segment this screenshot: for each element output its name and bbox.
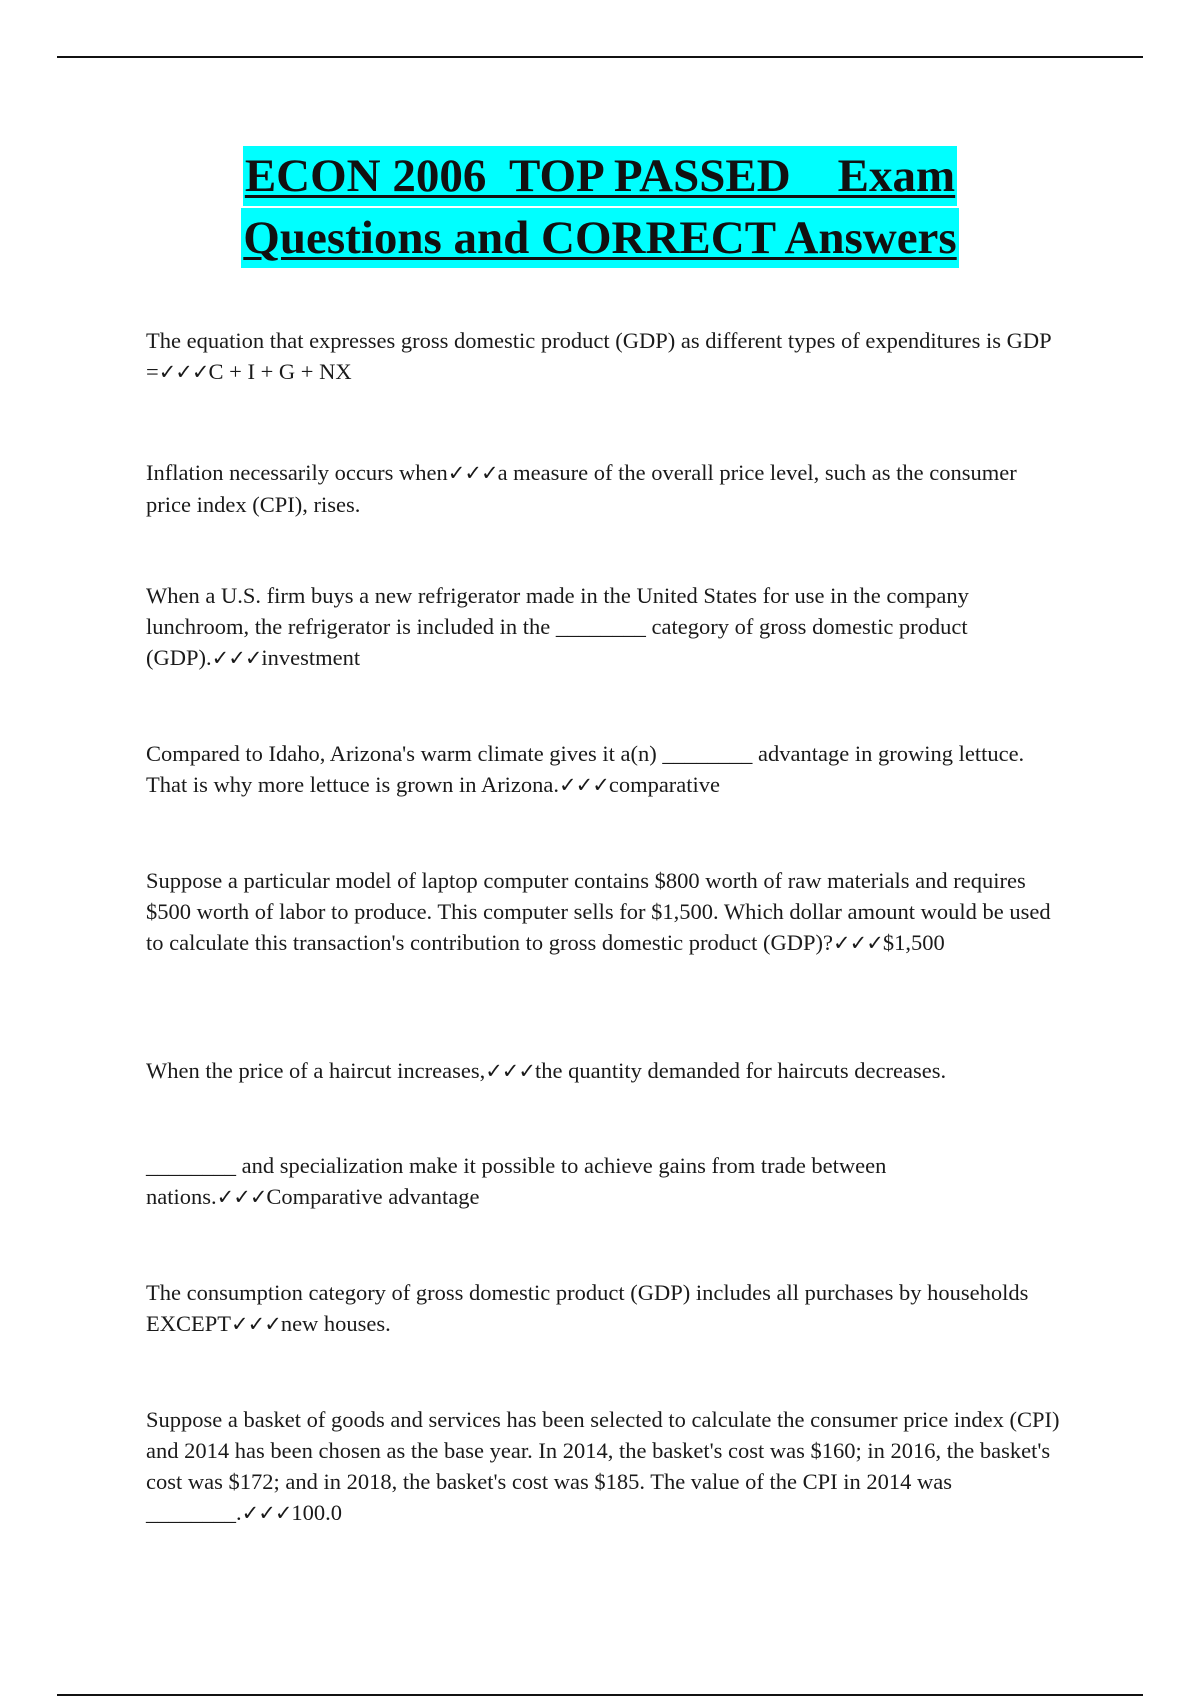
answer-text: the quantity demanded for haircuts decreases.	[535, 1058, 947, 1083]
question-text: ________ and specialization make it possible to achieve gains from trade between nations.	[146, 1153, 887, 1209]
answer-checkmarks: ✓✓✓	[211, 646, 262, 670]
qa-item-5	[146, 865, 1066, 959]
answer-checkmarks: ✓✓✓	[241, 1501, 292, 1525]
answer-text: Comparative advantage	[266, 1184, 480, 1209]
top-rule	[57, 56, 1143, 58]
title-line-2: Questions and CORRECT Answers	[241, 208, 958, 268]
question-text: When a U.S. firm buys a new refrigerator made in the United States for use in the company lunchroom, the refrigerator is included in the ________ category of gross domestic product (GDP).	[146, 583, 969, 670]
question-text: Inflation necessarily occurs when	[146, 460, 448, 485]
question-text: The equation that expresses gross domestic product (GDP) as different types of expenditures is GDP =	[146, 328, 1051, 384]
qa-item-3	[146, 580, 1066, 674]
answer-checkmarks: ✓✓✓	[833, 931, 883, 955]
bottom-rule	[57, 1694, 1143, 1696]
document-title	[0, 146, 1200, 268]
answer-checkmarks: ✓✓✓	[231, 1312, 281, 1336]
qa-item-9	[146, 1404, 1066, 1529]
qa-item-6	[146, 1055, 1066, 1087]
question-text: Suppose a basket of goods and services has been selected to calculate the consumer price index (CPI) and 2014 has been chosen as the base year. In 2014, the basket's cost was $160; in 2016, the basket's cost was $172; and in 2018, the basket's cost was $185. The value of the CPI in 2014 was ________.	[146, 1407, 1060, 1525]
qa-item-2	[146, 457, 1066, 520]
answer-text: C + I + G + NX	[208, 359, 352, 384]
question-text: Suppose a particular model of laptop computer contains $800 worth of raw materials and requires $500 worth of labor to produce. This computer sells for $1,500. Which dollar amount would be used to calculate this transaction's contribution to gross domestic product (GDP)?	[146, 868, 1051, 955]
answer-text: 100.0	[291, 1500, 343, 1525]
title-line-1: ECON 2006 TOP PASSED Exam	[243, 146, 957, 206]
question-text: Compared to Idaho, Arizona's warm climate gives it a(n) ________ advantage in growing lettuce. That is why more lettuce is grown in Arizona.	[146, 741, 1025, 797]
answer-text: $1,500	[882, 930, 945, 955]
answer-checkmarks: ✓✓✓	[158, 360, 209, 384]
qa-item-4	[146, 738, 1066, 801]
qa-item-1	[146, 325, 1066, 388]
question-text: The consumption category of gross domestic product (GDP) includes all purchases by households EXCEPT	[146, 1280, 1029, 1336]
question-text: When the price of a haircut increases,	[146, 1058, 486, 1083]
answer-text: new houses.	[280, 1311, 391, 1336]
answer-text: a measure of the overall price level, such as the consumer price index (CPI), rises.	[146, 460, 1017, 517]
answer-text: investment	[261, 645, 361, 670]
answer-checkmarks: ✓✓✓	[216, 1185, 267, 1209]
qa-item-7	[146, 1150, 1066, 1213]
answer-checkmarks: ✓✓✓	[559, 773, 609, 797]
answer-checkmarks: ✓✓✓	[485, 1059, 535, 1083]
answer-checkmarks: ✓✓✓	[447, 461, 498, 485]
answer-text: comparative	[608, 772, 721, 797]
qa-item-8	[146, 1277, 1066, 1340]
